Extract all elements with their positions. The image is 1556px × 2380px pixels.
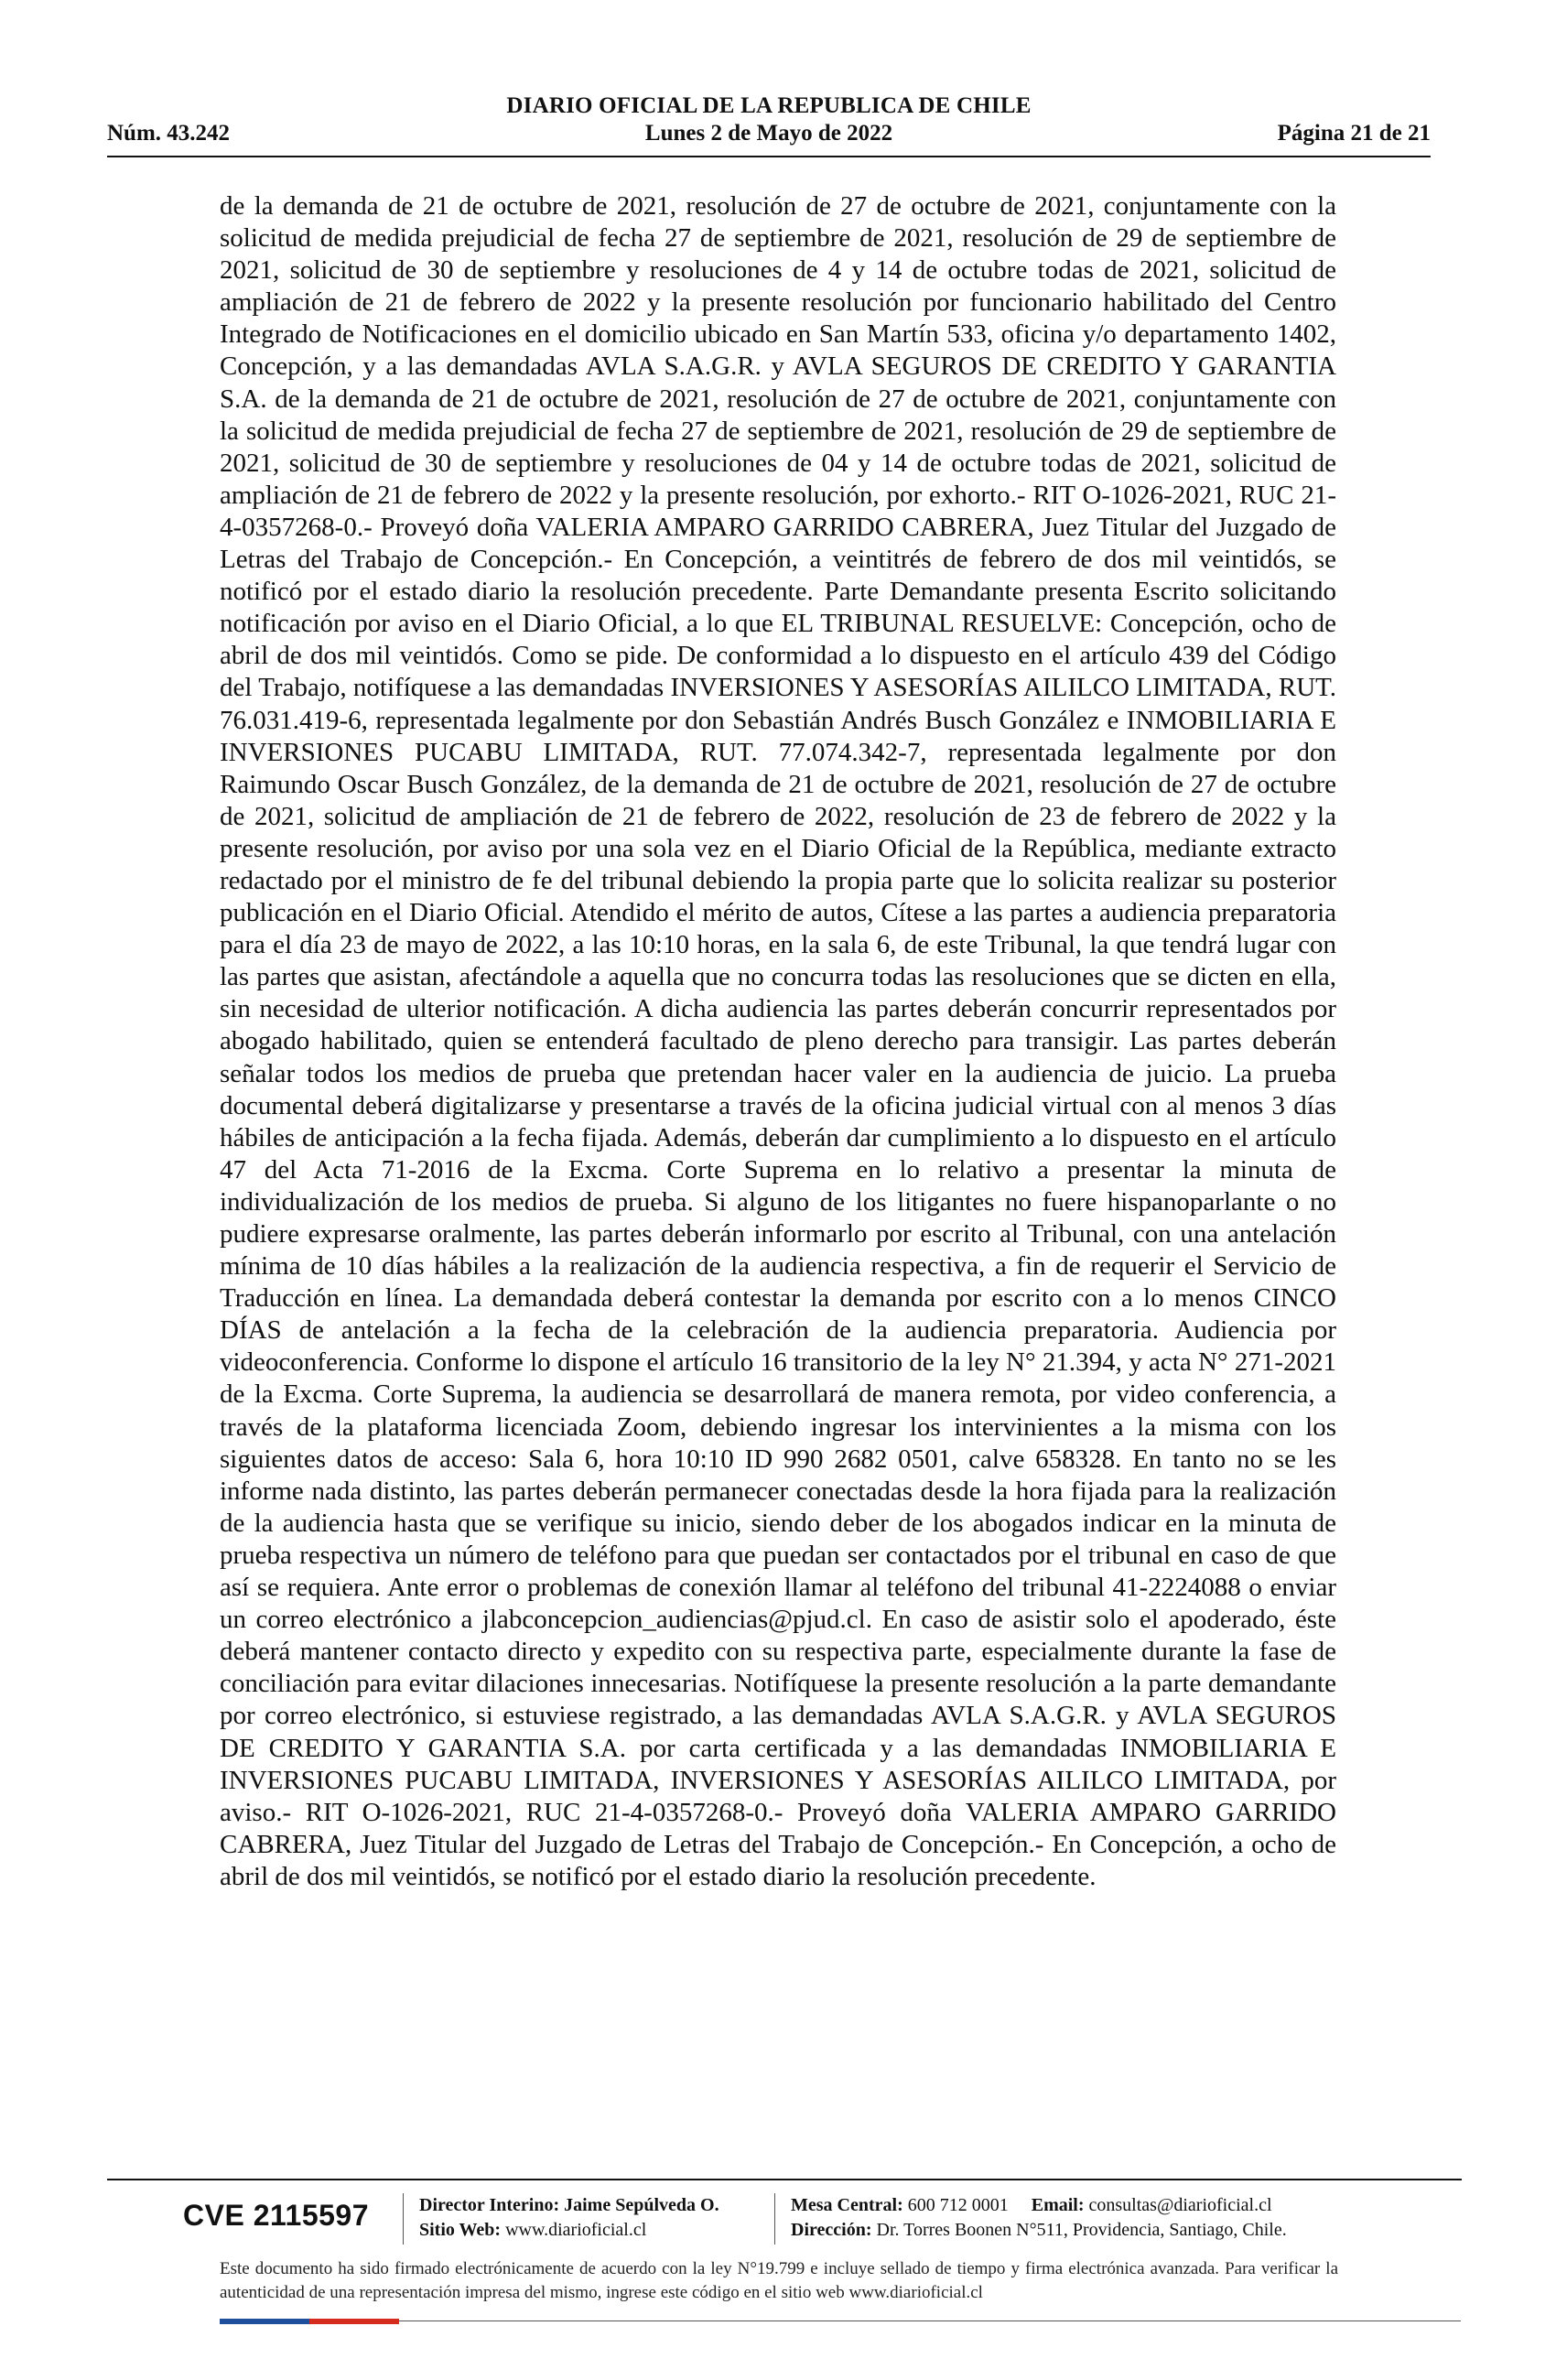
website-label: Sitio Web: (419, 2220, 502, 2240)
director-line (419, 2193, 719, 2218)
document-body: de la demanda de 21 de octubre de 2021, resolución de 27 de octubre de 2021, conjuntamente con la solicitud de medida prejudicial de fecha 27 de septiembre de 2021, resolución de 29 de septiembre de 2021, solicitud de 30 de septiembre y resoluciones de 4 y 14 de octubre todas de 2021, solicitud de ampliación de 21 de febrero de 2022 y la presente resolución por funcionario habilitado del Centro Integrado de Notificaciones en el domicilio ubicado en San Martín 533, oficina y/o departamento 1402, Concepción, y a las demandadas AVLA S.A.G.R. y AVLA SEGUROS DE CREDITO Y GARANTIA S.A. de la demanda de 21 de octubre de 2021, resolución de 27 de octubre de 2021, conjuntamente con la solicitud de medida prejudicial de fecha 27 de septiembre de 2021, resolución de 29 de septiembre de 2021, solicitud de 30 de septiembre y resoluciones de 04 y 14 de octubre todas de 2021, solicitud de ampliación de 21 de febrero de 2022 y la presente resolución, por exhorto.- RIT O-1026-2021, RUC 21-4-0357268-0.- Proveyó doña VALERIA AMPARO GARRIDO CABRERA, Juez Titular del Juzgado de Letras del Trabajo de Concepción.- En Concepción, a veintitrés de febrero de dos mil veintidós, se notificó por el estado diario la resolución precedente. Parte Demandante presenta Escrito solicitando notificación por aviso en el Diario Oficial, a lo que EL TRIBUNAL RESUELVE: Concepción, ocho de abril de dos mil veintidós. Como se pide. De conformidad a lo dispuesto en el artículo 439 del Código del Trabajo, notifíquese a las demandadas INVERSIONES Y ASESORÍAS AILILCO LIMITADA, RUT. 76.031.419-6, representada legalmente por don Sebastián Andrés Busch González e INMOBILIARIA E INVERSIONES PUCABU LIMITADA, RUT. 77.074.342-7, representada legalmente por don Raimundo Oscar Busch González, de la demanda de 21 de octubre de 2021, resolución de 27 de octubre de 2021, solicitud de ampliación de 21 de febrero de 2022, resolución de 23 de febrero de 2022 y la presente resolución, por aviso por una sola vez en el Diario Oficial de la República, mediante extracto redactado por el ministro de fe del tribunal debiendo la propia parte que lo solicita realizar su posterior publicación en el Diario Oficial. Atendido el mérito de autos, Cítese a las partes a audiencia preparatoria para el día 23 de mayo de 2022, a las 10:10 horas, en la sala 6, de este Tribunal, la que tendrá lugar con las partes que asistan, afectándole a aquella que no concurra todas las resoluciones que se dicten en ella, sin necesidad de ulterior notificación. A dicha audiencia las partes deberán concurrir representados por abogado habilitado, quien se entenderá facultado de pleno derecho para transigir. Las partes deberán señalar todos los medios de prueba que pretendan hacer valer en la audiencia de juicio. La prueba documental deberá digitalizarse y presentarse a través de la oficina judicial virtual con al menos 3 días hábiles de anticipación a la fecha fijada. Además, deberán dar cumplimiento a lo dispuesto en el artículo 47 del Acta 71-2016 de la Excma. Corte Suprema en lo relativo a presentar la minuta de individualización de los medios de prueba. Si alguno de los litigantes no fuere hispanoparlante o no pudiere expresarse oralmente, las partes deberán informarlo por escrito al Tribunal, con una antelación mínima de 10 días hábiles a la realización de la audiencia respectiva, a fin de requerir el Servicio de Traducción en línea. La demandada deberá contestar la demanda por escrito con a lo menos CINCO DÍAS de antelación a la fecha de la celebración de la audiencia preparatoria. Audiencia por videoconferencia. Conforme lo dispone el artículo 16 transitorio de la ley N° 21.394, y acta N° 271-2021 de la Excma. Corte Suprema, la audiencia se desarrollará de manera remota, por video conferencia, a través de la plataforma licenciada Zoom, debiendo ingresar los intervinientes a la misma con los siguientes datos de acceso: Sala 6, hora 10:10 ID 990 2682 0501, calve 658328. En tanto no se les informe nada distinto, las partes deberán permanecer conectadas desde la hora fijada para la realización de la audiencia hasta que se verifique su inicio, siendo deber de los abogados indicar en la minuta de prueba respectiva un número de teléfono para que puedan ser contactados por el tribunal en caso de que así se requiera. Ante error o problemas de conexión llamar al teléfono del tribunal 41-2224088 o enviar un correo electrónico a jlabconcepcion_audiencias@pjud.cl. En caso de asistir solo el apoderado, éste deberá mantener contacto directo y expedito con su respectiva parte, especialmente durante la fase de conciliación para evitar dilaciones innecesarias. Notifíquese la presente resolución a la parte demandante por correo electrónico, si estuviese registrado, a las demandadas AVLA S.A.G.R. y AVLA SEGUROS DE CREDITO Y GARANTIA S.A. por carta certificada y a las demandadas INMOBILIARIA E INVERSIONES PUCABU LIMITADA, INVERSIONES Y ASESORÍAS AILILCO LIMITADA, por aviso.- RIT O-1026-2021, RUC 21-4-0357268-0.- Proveyó doña VALERIA AMPARO GARRIDO CABRERA, Juez Titular del Juzgado de Letras del Trabajo de Concepción.- En Concepción, a ocho de abril de dos mil veintidós, se notificó por el estado diario la resolución precedente. (220, 191, 1336, 1891)
email-label: Email: (1031, 2195, 1085, 2215)
website-line (419, 2218, 719, 2243)
email-link[interactable]: consultas@diarioficial.cl (1088, 2195, 1272, 2215)
footer-address-column (791, 2193, 1287, 2243)
electronic-signature-note: Este documento ha sido firmado electrónicamente de acuerdo con la ley N°19.799 e incluye sellado de tiempo y firma electrónica avanzada. Para verificar la autenticidad de una representación impresa del mismo, ingrese este código en el sitio web www.diarioficial.cl (220, 2259, 1338, 2302)
footer-divider (107, 2179, 1462, 2180)
phone-label: Mesa Central: (791, 2195, 903, 2215)
phone-number: 600 712 0001 (907, 2195, 1009, 2215)
director-label: Director Interino: (419, 2195, 560, 2215)
director-name: Jaime Sepúlveda O. (564, 2195, 719, 2215)
footer-separator (403, 2193, 404, 2245)
phone-email-line (791, 2193, 1287, 2218)
address-label: Dirección: (791, 2220, 872, 2240)
footer-contact-column (419, 2193, 719, 2243)
website-link[interactable]: www.diarioficial.cl (505, 2220, 647, 2240)
issue-date: Lunes 2 de Mayo de 2022 (644, 121, 893, 146)
page-indicator: Página 21 de 21 (1277, 121, 1431, 146)
flag-blue-segment (220, 2319, 309, 2324)
address-line (791, 2218, 1287, 2243)
address-text: Dr. Torres Boonen N°511, Providencia, Santiago, Chile. (876, 2220, 1287, 2240)
flag-red-segment (309, 2319, 399, 2324)
bottom-divider (399, 2320, 1461, 2321)
issue-number: Núm. 43.242 (107, 121, 231, 146)
cve-code: CVE 2115597 (183, 2199, 369, 2232)
footer-separator (774, 2193, 775, 2245)
flag-color-bar (220, 2319, 399, 2324)
publication-title: DIARIO OFICIAL DE LA REPUBLICA DE CHILE (506, 93, 1032, 118)
page-footer (183, 2191, 1410, 2252)
page-header (107, 90, 1431, 156)
header-divider (107, 156, 1431, 157)
